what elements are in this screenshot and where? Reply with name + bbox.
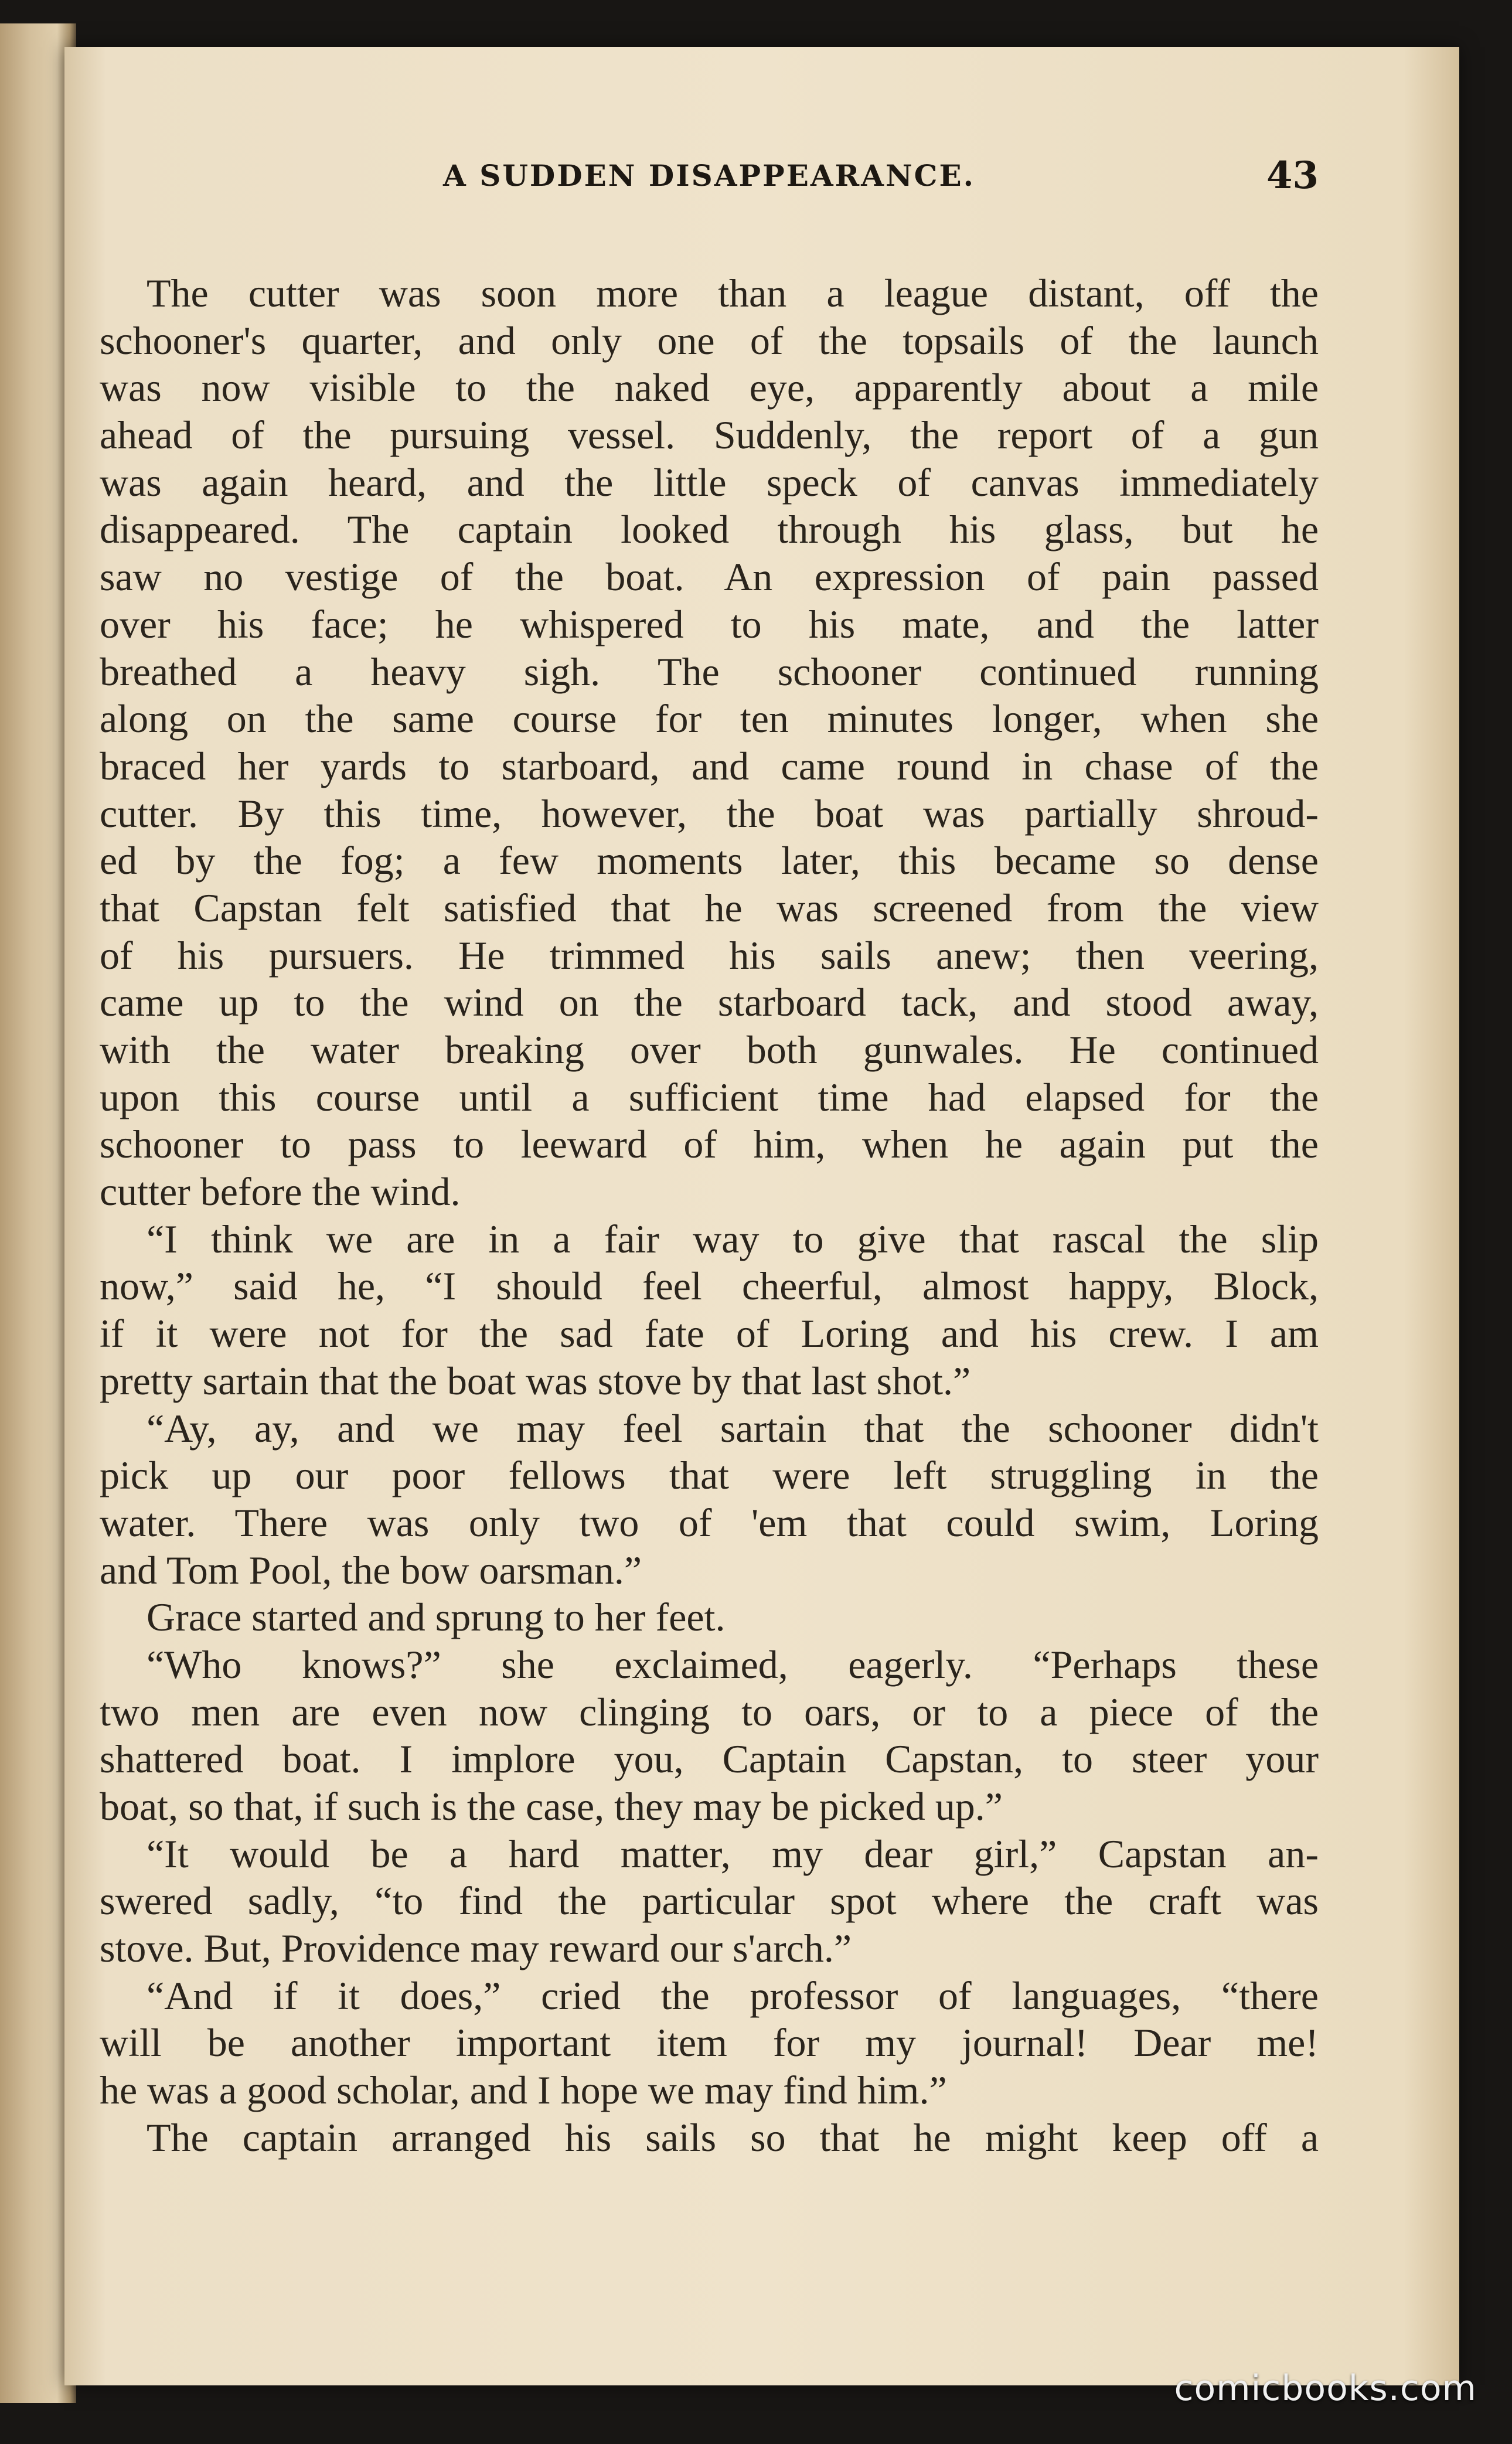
text-line: upon this course until a sufficient time had elapsed for the — [100, 1074, 1319, 1119]
text-line: saw no vestige of the boat. An expression of pain passed — [100, 554, 1319, 600]
text-line: “It would be a hard matter, my dear girl,” Capstan an- — [147, 1831, 1319, 1876]
text-line: will be another important item for my journal! Dear me! — [100, 2020, 1319, 2065]
text-line: “Who knows?” she exclaimed, eagerly. “Perhaps these — [147, 1642, 1319, 1687]
text-line: braced her yards to starboard, and came round in chase of the — [100, 743, 1319, 788]
text-line: swered sadly, “to find the particular spot where the craft was — [100, 1878, 1319, 1924]
text-line: cutter. By this time, however, the boat was partially shroud- — [100, 791, 1319, 836]
text-line: and Tom Pool, the bow oarsman.” — [100, 1547, 642, 1592]
text-line: disappeared. The captain looked through his glass, but he — [100, 507, 1319, 552]
text-line: that Capstan felt satisfied that he was screened from the view — [100, 885, 1319, 930]
text-line: The captain arranged his sails so that he might keep off a — [147, 2115, 1319, 2160]
text-line: boat, so that, if such is the case, they may be picked up.” — [100, 1784, 1003, 1829]
text-line: now,” said he, “I should feel cheerful, almost happy, Block, — [100, 1264, 1319, 1309]
text-line: Grace started and sprung to her feet. — [147, 1595, 726, 1640]
text-line: of his pursuers. He trimmed his sails anew; then veering, — [100, 932, 1319, 978]
text-line: ahead of the pursuing vessel. Suddenly, the report of a gun — [100, 413, 1319, 458]
text-line: “And if it does,” cried the professor of languages, “there — [147, 1973, 1319, 2018]
text-line: “Ay, ay, and we may feel sartain that the schooner didn't — [147, 1405, 1319, 1451]
text-line: over his face; he whispered to his mate, and the latter — [100, 601, 1319, 646]
text-line: schooner's quarter, and only one of the topsails of the launch — [100, 318, 1319, 363]
text-line: along on the same course for ten minutes longer, when she — [100, 696, 1319, 741]
page-number: 43 — [1266, 154, 1319, 198]
body-text — [100, 270, 1319, 2162]
running-head: A SUDDEN DISAPPEARANCE. — [443, 158, 975, 193]
text-line: came up to the wind on the starboard tack, and stood away, — [100, 980, 1319, 1025]
text-line: pick up our poor fellows that were left struggling in the — [100, 1453, 1319, 1498]
text-line: water. There was only two of 'em that could swim, Loring — [100, 1500, 1319, 1545]
text-line: shattered boat. I implore you, Captain Capstan, to steer your — [100, 1737, 1319, 1782]
text-line: stove. But, Providence may reward our s'arch.” — [100, 1926, 852, 1971]
text-line: schooner to pass to leeward of him, when he again put the — [100, 1122, 1319, 1167]
text-line: “I think we are in a fair way to give that rascal the slip — [147, 1216, 1319, 1261]
text-line: cutter before the wind. — [100, 1169, 461, 1214]
text-line: breathed a heavy sigh. The schooner continued running — [100, 649, 1319, 694]
text-line: pretty sartain that the boat was stove by that last shot.” — [100, 1358, 971, 1403]
text-line: with the water breaking over both gunwales. He continued — [100, 1027, 1319, 1072]
text-line: was now visible to the naked eye, apparently about a mile — [100, 365, 1319, 410]
page-header — [100, 154, 1319, 211]
text-line: The cutter was soon more than a league distant, off the — [147, 271, 1319, 315]
text-line: ed by the fog; a few moments later, this became so dense — [100, 838, 1319, 883]
text-line: was again heard, and the little speck of canvas immediately — [100, 459, 1319, 505]
text-line: he was a good scholar, and I hope we may find him.” — [100, 2068, 947, 2113]
watermark: comicbooks.com — [1174, 2368, 1477, 2409]
text-line: two men are even now clinging to oars, or to a piece of the — [100, 1689, 1319, 1734]
text-line: if it were not for the sad fate of Loring and his crew. I am — [100, 1311, 1319, 1356]
